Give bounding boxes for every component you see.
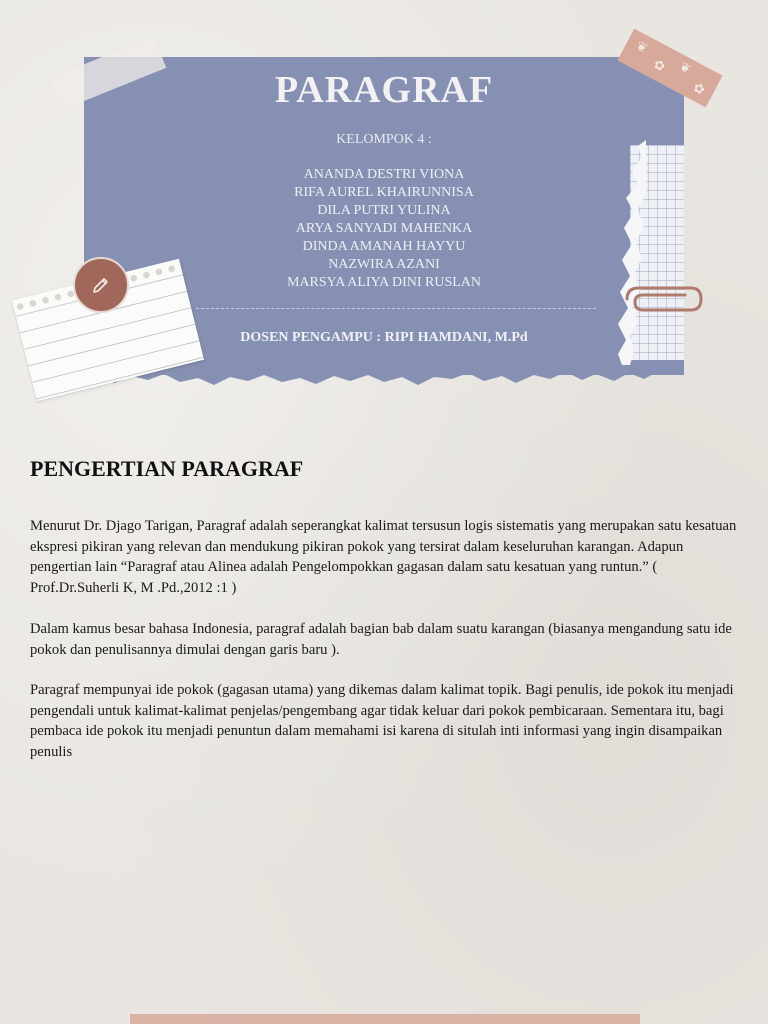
next-page-strip <box>130 1014 640 1024</box>
dashed-divider <box>196 308 596 309</box>
pencil-badge <box>73 257 129 313</box>
group-label: KELOMPOK 4 : <box>336 132 432 147</box>
section-title: PENGERTIAN PARAGRAF <box>30 456 304 481</box>
member-name: NAZWIRA AZANI <box>328 257 440 272</box>
paragraph: Paragraf mempunyai ide pokok (gagasan utama) yang dikemas dalam kalimat topik. Bagi penulis, ide pokok itu menjadi pengendali untuk kalimat-kalimat penjelas/pengembang agar tidak keluar dari pokok pembicaraan. Sementara itu, bagi pembaca ide pokok itu menjadi penuntun dalam memahami isi karena di situlah inti informasi yang ingin disampaikan penulis <box>30 682 734 760</box>
member-name: DILA PUTRI YULINA <box>317 203 451 218</box>
cover-title: PARAGRAF <box>274 69 494 111</box>
paragraph: Menurut Dr. Djago Tarigan, Paragraf adalah seperangkat kalimat tersusun logis sistematis yang merupakan satu kesatuan ekspresi pikiran yang relevan dan mendukung pikiran pokok yang tersirat dalam keseluruhan karangan. Adapun pengertian lain “Paragraf atau Alinea adalah Pengelompokkan gagasan dalam satu kesatuan yang runtun.” ( Prof.Dr.Suherli K, M .Pd.,2012 :1 ) <box>30 518 737 596</box>
lecturer-label: DOSEN PENGAMPU : RIPI HAMDANI, M.Pd <box>240 330 528 345</box>
paragraph: Dalam kamus besar bahasa Indonesia, paragraf adalah bagian bab dalam suatu karangan (biasanya mengandung satu ide pokok dan penulisannya dimulai dengan garis baru ). <box>30 621 732 658</box>
leaf-icon: ❦ <box>676 59 694 78</box>
leaf-icon: ✿ <box>650 56 668 76</box>
paperclip-icon <box>621 284 705 314</box>
member-name: RIFA AUREL KHAIRUNNISA <box>294 185 474 200</box>
member-name: MARSYA ALIYA DINI RUSLAN <box>286 275 482 290</box>
member-name: ANANDA DESTRI VIONA <box>303 167 465 182</box>
member-name: DINDA AMANAH HAYYU <box>302 239 466 254</box>
pencil-icon <box>91 275 111 295</box>
leaf-icon: ✿ <box>690 80 708 99</box>
member-name: ARYA SANYADI MAHENKA <box>295 221 473 236</box>
leaf-icon: ❦ <box>633 38 650 57</box>
